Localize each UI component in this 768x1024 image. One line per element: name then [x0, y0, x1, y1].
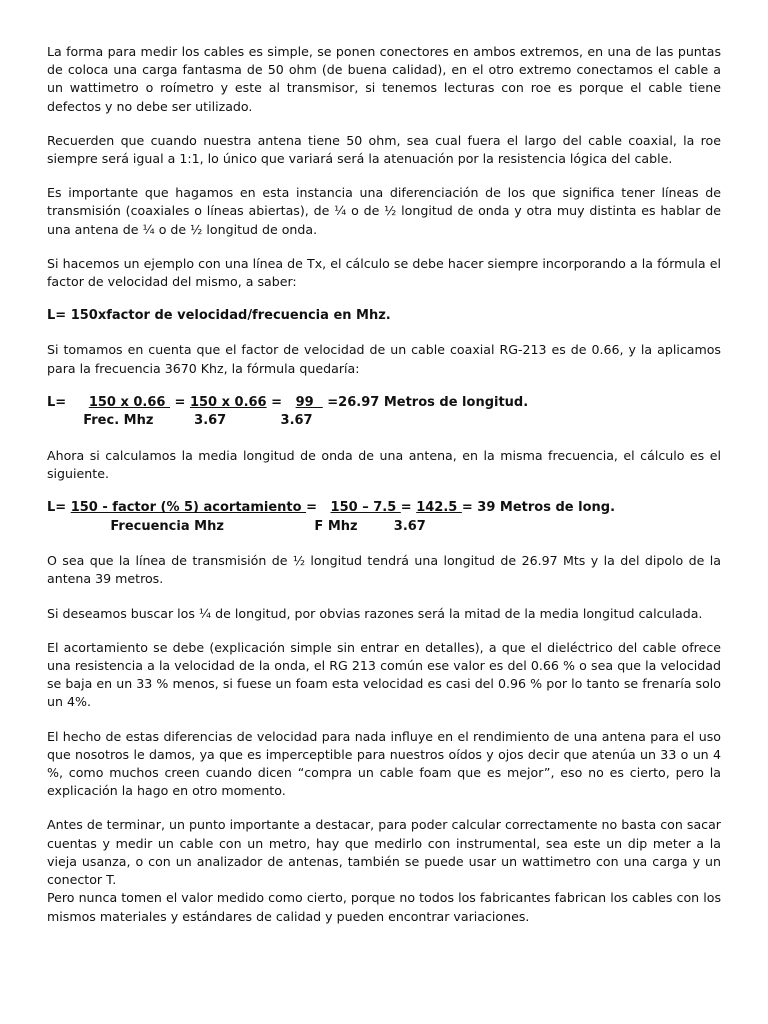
formula-denominator: Frec. Mhz 3.67 3.67 — [47, 413, 313, 429]
formula-denominator: Frecuencia Mhz F Mhz 3.67 — [47, 518, 426, 534]
formula-result: = 39 Metros de long. — [461, 500, 616, 516]
formula-heading: L= 150xfactor de velocidad/frecuencia en Mhz. — [47, 308, 391, 324]
paragraph: El acortamiento se debe (explicación simple sin entrar en detalles), a que el dieléctrico del cable ofrece una resistencia a la velocidad de la onda, el RG 213 común ese valor es del 0.66 % o sea que la velocidad se baja en un 33 % menos, si fuese un foam esta velocidad es casi del 0.96 % por lo tanto se frenaría solo un 4%. — [47, 639, 721, 710]
paragraph: O sea que la línea de transmisión de ½ longitud tendrá una longitud de 26.97 Mts y la del dipolo de la antena 39 metros. — [47, 553, 721, 587]
paragraph: Pero nunca tomen el valor medido como cierto, porque no todos los fabricantes fabrican los cables con los mismos materiales y estándares de calidad y pueden encontrar variaciones. — [47, 890, 721, 924]
formula-text: = — [266, 394, 296, 410]
formula-text: L= — [47, 500, 71, 516]
paragraph: La forma para medir los cables es simple, se ponen conectores en ambos extremos, en una de las puntas de coloca una carga fantasma de 50 ohm (de buena calidad), en el otro extremo conectamos el cable a un wattimetro o roímetro y este al transmisor, si tenemos lecturas con roe es porque el cable tiene defectos y no debe ser utilizado. — [47, 44, 721, 114]
document-page — [47, 43, 721, 926]
formula-numerator: 150 x 0.66 — [88, 394, 170, 410]
formula-text: L= — [47, 394, 89, 410]
paragraph: Recuerden que cuando nuestra antena tiene 50 ohm, sea cual fuera el largo del cable coaxial, la roe siempre será igual a 1:1, lo único que variará será la atenuación por la resistencia lógica del cable. — [47, 132, 721, 167]
formula-line-antenna — [47, 499, 721, 518]
paragraph: Si tomamos en cuenta que el factor de velocidad de un cable coaxial RG-213 es de 0.66, y la aplicamos para la frecuencia 3670 Khz, la fórmula quedaría: — [47, 342, 721, 376]
formula-numerator: 150 – 7.5 — [330, 500, 401, 516]
paragraph: Ahora si calculamos la media longitud de onda de una antena, en la misma frecuencia, el cálculo es el siguiente. — [47, 447, 721, 482]
paragraph: Si deseamos buscar los ¼ de longitud, por obvias razones será la mitad de la media longitud calculada. — [47, 605, 703, 621]
formula-numerator: 150 - factor (% 5) acortamiento — [70, 500, 307, 516]
paragraph: Es importante que hagamos en esta instancia una diferenciación de los que significa tener líneas de transmisión (coaxiales o líneas abiertas), de ¼ o de ½ longitud de onda y otra muy distinta es hablar de una antena de ¼ o de ½ longitud de onda. — [47, 185, 721, 237]
formula-text: = — [306, 500, 331, 516]
paragraph: Antes de terminar, un punto importante a destacar, para poder calcular correctamente no basta con sacar cuentas y medir un cable con un metro, hay que medirlo con instrumental, sea este un dip meter a la vieja usanza, o con un analizador de antenas, también se puede usar un wattimetro con una carga y un conector T. — [47, 817, 721, 888]
formula-line-speed — [47, 394, 721, 413]
paragraph: El hecho de estas diferencias de velocidad para nada influye en el rendimiento de una antena para el uso que nosotros le damos, ya que es imperceptible para nuestros oídos y ojos decir que atenúa un 33 o un 4 %, como muchos creen cuando dicen “compra un cable foam que es mejor”, eso no es cierto, pero la explicación la hago en otro momento. — [47, 728, 721, 799]
formula-numerator: 142.5 — [416, 500, 462, 516]
paragraph: Si hacemos un ejemplo con una línea de Tx, el cálculo se debe hacer siempre incorporando a la fórmula el factor de velocidad del mismo, a saber: — [47, 255, 721, 290]
formula-numerator: 99 — [295, 394, 323, 410]
formula-numerator: 150 x 0.66 — [189, 394, 267, 410]
formula-text: = — [400, 500, 417, 516]
formula-result: =26.97 Metros de longitud. — [322, 394, 529, 410]
formula-text: = — [170, 394, 190, 410]
